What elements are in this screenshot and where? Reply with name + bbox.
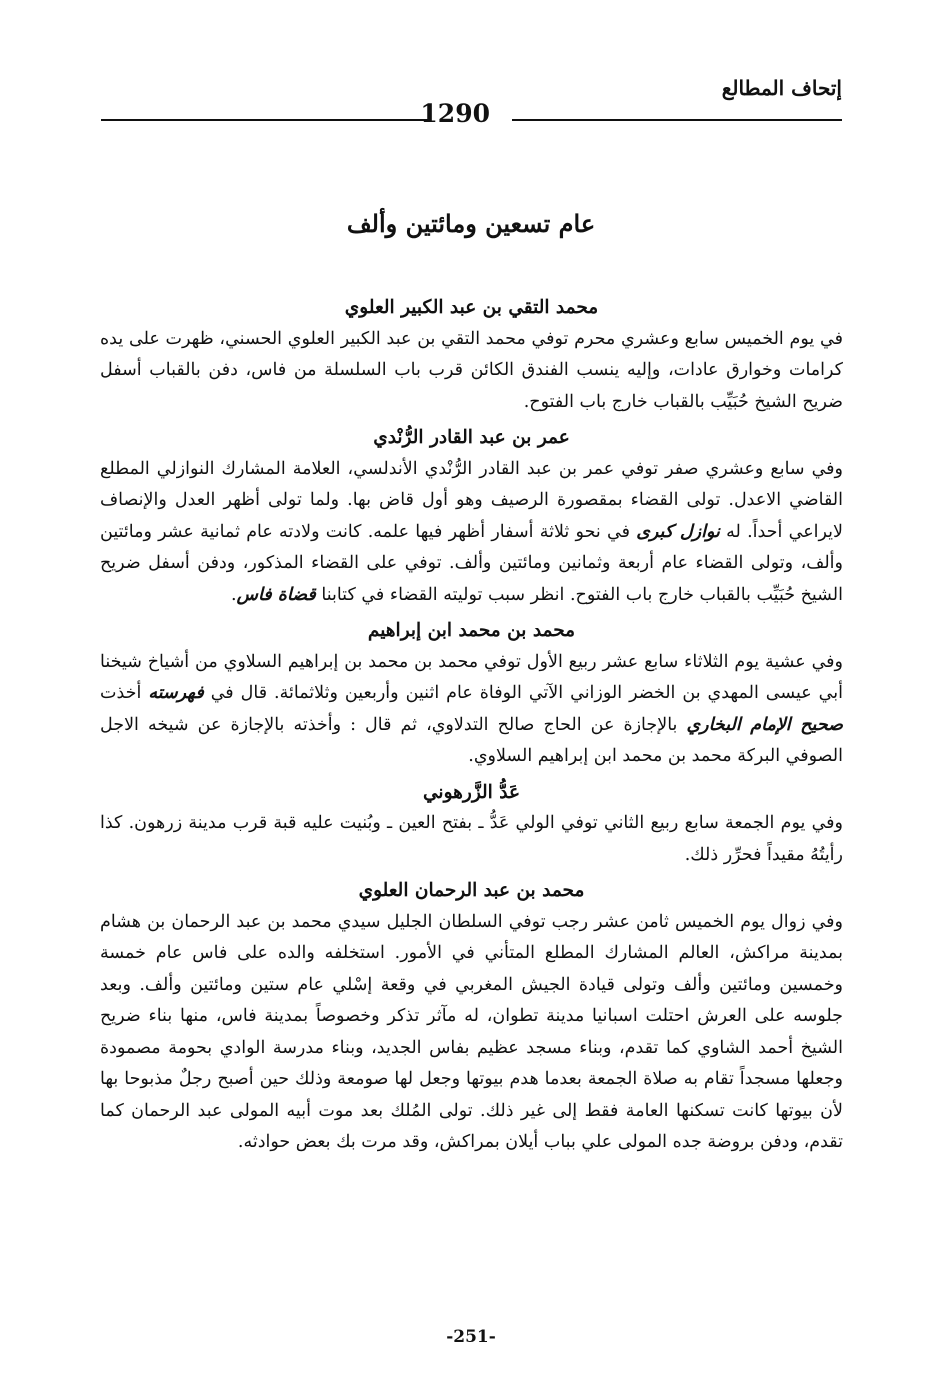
text-run: وفي زوال يوم الخميس ثامن عشر رجب توفي السلطان الجليل سيدي محمد بن عبد الرحمان بن هشام بمدينة مراكش، العالم المشارك المطلع المتأني في الأمور. استخلفه والده على فاس عام خمسة وخمسين ومائتين وألف وتولى قيادة الجيش المغربي في وقعة إسْلي عام ستين ومائتين وألف. وبعد جلوسه على العرش احتلت اسبانيا مدينة تطوان، له مآثر تذكر وخصوصاً بمدينة فاس، منها بناء ضريح الشيخ أحمد الشاوي كما تقدم، وبناء مسجد عظيم بفاس الجديد، وبناء مدرسة الوادي بحومة مصمودة وجعلها مسجداً تقام به صلاة الجمعة بعدما هدم بيوتها وجعل لها صومعة وذلك حين أصبح رجلٌ مذبوحا بها لأن بيوتها كانت تسكنها العامة فقط إلى غير ذلك. تولى المُلك بعد موت أبيه المولى عبد الرحمان كما تقدم، ودفن بروضة جده المولى علي بباب أيلان بمراكش، وقد مرت بك بعض حوادثه.: [100, 911, 843, 1152]
text-run: وفي يوم الجمعة سابع ربيع الثاني توفي الولي عَدُّ ـ بفتح العين ـ وبُنيت عليه قبة قرب مدينة زرهون. كذا رأيتُهُ مقيداً فحرِّر ذلك.: [100, 813, 843, 865]
entry-paragraph: [100, 454, 843, 612]
text-run: في يوم الخميس سابع وعشري محرم توفي محمد التقي بن عبد الكبير العلوي الحسني، ظهرت على يده كرامات وخوارق عادات، وإليه ينسب الفندق الكائن قرب باب السلسلة من فاس، دفن بالقباب أسفل ضريح الشيخ حُبَيِّب بالقباب خارج باب الفتوح.: [100, 328, 843, 412]
running-title: إتحاف المطالع: [721, 76, 842, 100]
entry-paragraph: [100, 647, 843, 773]
entry: [100, 615, 843, 773]
book-title: فهرسته: [148, 683, 204, 703]
entry: [100, 422, 843, 611]
page-content: [100, 292, 843, 1163]
chapter-title: عام تسعين ومائتين وألف: [346, 209, 596, 238]
entry: [100, 777, 843, 872]
entry-title: محمد بن محمد ابن إبراهيم: [367, 620, 576, 641]
text-run: .: [231, 584, 237, 605]
entry-paragraph: [100, 907, 843, 1159]
text-run: وفي سابع وعشري صفر توفي عمر بن عبد القادر الرُّنْدي الأندلسي، العلامة المشارك النوازلي المطلع القاضي الاعدل. تولى القضاء بمقصورة الرصيف وهو أول قاض بها. ولما تولى أظهر العدل والإنصاف لايراعي أحداً. له: [100, 458, 844, 542]
entry: [100, 292, 843, 418]
entry-title: محمد بن عبد الرحمان العلوي: [358, 880, 585, 901]
year-number: 1290: [420, 99, 490, 128]
book-title: صحيح الإمام البخاري: [686, 714, 843, 735]
entry-title: محمد التقي بن عبد الكبير العلوي: [344, 297, 599, 318]
book-title: قضاة فاس: [236, 584, 316, 605]
book-title: نوازل كبرى: [636, 521, 720, 542]
entry-title: عَدُّ الزَّرهوني: [423, 781, 520, 803]
text-run: وفي عشية يوم الثلاثاء سابع عشر ربيع الأول توفي محمد بن محمد بن إبراهيم السلاوي من أشياخ شيخنا أبي عيسى المهدي بن الخضر الوزاني الآتي الوفاة عام اثنين وأربعين وثلاثمائة. قال في: [100, 651, 844, 703]
entry: [100, 875, 843, 1159]
entry-paragraph: [100, 808, 843, 871]
text-run: أخذت: [100, 683, 149, 703]
header-rule: [101, 99, 842, 129]
header-rule-right-line: [512, 119, 842, 121]
entry-paragraph: [100, 324, 843, 419]
text-run: بالإجازة عن الحاج صالح التدلاوي، ثم قال : وأخذته بالإجازة عن شيخه الاجل الصوفي البركة محمد بن محمد ابن إبراهيم السلاوي.: [100, 714, 843, 766]
text-run: في نحو ثلاثة أسفار أظهر فيها علمه. كانت ولادته عام ثمانية عشر ومائتين وألف، وتولى القضاء عام أربعة وثمانين ومائتين وألف. توفي على القضاء المذكور، ودفن أسفل ضريح الشيخ حُبَيِّب بالقباب خارج باب الفتوح. انظر سبب توليته القضاء في كتابنا: [100, 521, 843, 605]
page-number: -251-: [446, 1327, 496, 1347]
header-rule-left-line: [101, 119, 431, 121]
entry-title: عمر بن عبد القادر الرُّنْدي: [373, 427, 570, 448]
